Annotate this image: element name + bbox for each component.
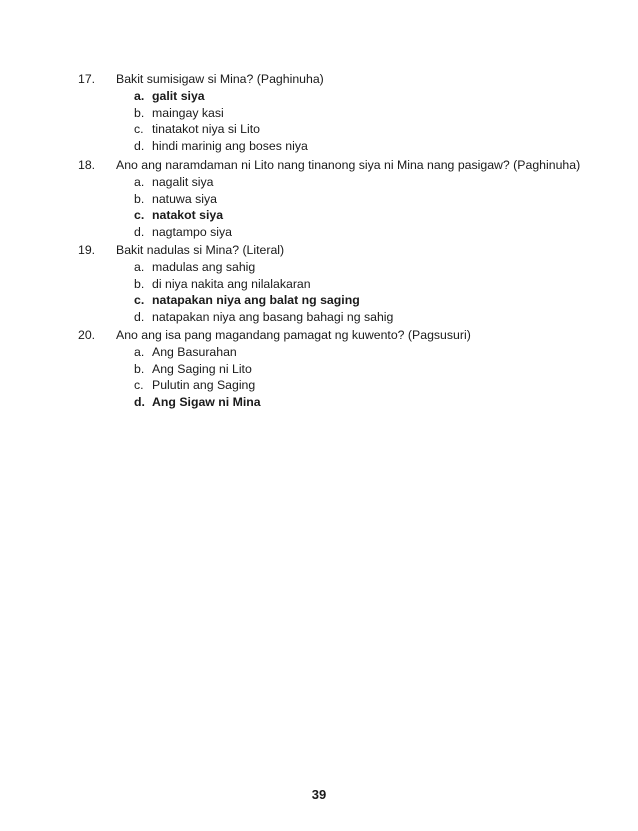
choice-b bbox=[78, 191, 618, 208]
choice-letter: a. bbox=[134, 175, 145, 189]
question-stem bbox=[78, 70, 618, 88]
choice-letter: a. bbox=[134, 345, 145, 359]
choice-a bbox=[78, 174, 618, 191]
choice-letter: c. bbox=[134, 378, 144, 392]
choice-d bbox=[78, 394, 618, 411]
choice-letter: d. bbox=[134, 394, 145, 409]
choice-letter: b. bbox=[134, 361, 145, 376]
choice-letter: d. bbox=[134, 138, 145, 153]
question-stem bbox=[78, 326, 618, 344]
choice-text: tinatakot niya si Lito bbox=[152, 122, 261, 136]
question-text: Ano ang isa pang magandang pamagat ng kuwento? (Pagsusuri) bbox=[116, 328, 471, 342]
choice-c bbox=[78, 377, 618, 394]
question-number: 18. bbox=[78, 158, 96, 172]
choice-text: Ang Basurahan bbox=[152, 345, 237, 359]
choice-c bbox=[78, 121, 618, 138]
question-19 bbox=[78, 241, 618, 325]
choice-a bbox=[78, 259, 618, 276]
question-number: 20. bbox=[78, 328, 96, 342]
choice-letter: d. bbox=[134, 309, 145, 324]
choice-d bbox=[78, 224, 618, 241]
choice-text: Ang Saging ni Lito bbox=[152, 361, 252, 376]
choice-text: nagalit siya bbox=[152, 175, 214, 189]
question-text: Bakit nadulas si Mina? (Literal) bbox=[116, 243, 285, 257]
question-text: Bakit sumisigaw si Mina? (Paghinuha) bbox=[116, 72, 324, 86]
choice-text: hindi marinig ang boses niya bbox=[152, 138, 308, 153]
choice-letter: b. bbox=[134, 276, 145, 291]
choice-b bbox=[78, 276, 618, 293]
choice-letter: a. bbox=[134, 260, 145, 274]
page-number: 39 bbox=[311, 787, 327, 802]
choice-text: natuwa siya bbox=[152, 191, 217, 206]
choice-a bbox=[78, 88, 618, 105]
question-text: Ano ang naramdaman ni Lito nang tinanong siya ni Mina nang pasigaw? (Paghinuha) bbox=[116, 158, 581, 172]
choice-c bbox=[78, 207, 618, 224]
choice-text: natapakan niya ang basang bahagi ng sahig bbox=[152, 309, 394, 324]
choice-b bbox=[78, 361, 618, 378]
choice-letter: b. bbox=[134, 191, 145, 206]
choice-text: maingay kasi bbox=[152, 105, 224, 120]
choice-letter: b. bbox=[134, 105, 145, 120]
choice-letter: c. bbox=[134, 293, 145, 307]
question-number: 19. bbox=[78, 243, 96, 257]
choice-a bbox=[78, 344, 618, 361]
choice-text: Ang Sigaw ni Mina bbox=[152, 394, 261, 409]
choice-text: natakot siya bbox=[152, 208, 224, 222]
choice-b bbox=[78, 105, 618, 122]
choice-text: Pulutin ang Saging bbox=[152, 378, 256, 392]
choice-d bbox=[78, 138, 618, 155]
choice-text: nagtampo siya bbox=[152, 224, 232, 239]
question-stem bbox=[78, 156, 618, 174]
choice-letter: c. bbox=[134, 208, 145, 222]
choice-c bbox=[78, 292, 618, 309]
choice-letter: a. bbox=[134, 89, 145, 103]
choice-text: di niya nakita ang nilalakaran bbox=[152, 276, 311, 291]
choice-d bbox=[78, 309, 618, 326]
question-20 bbox=[78, 326, 618, 410]
question-number: 17. bbox=[78, 72, 96, 86]
choice-text: natapakan niya ang balat ng saging bbox=[152, 293, 360, 307]
choice-letter: c. bbox=[134, 122, 144, 136]
question-17 bbox=[78, 70, 618, 154]
question-stem bbox=[78, 241, 618, 259]
question-18 bbox=[78, 156, 618, 240]
choice-letter: d. bbox=[134, 224, 145, 239]
choice-text: madulas ang sahig bbox=[152, 260, 256, 274]
choice-text: galit siya bbox=[152, 89, 205, 103]
